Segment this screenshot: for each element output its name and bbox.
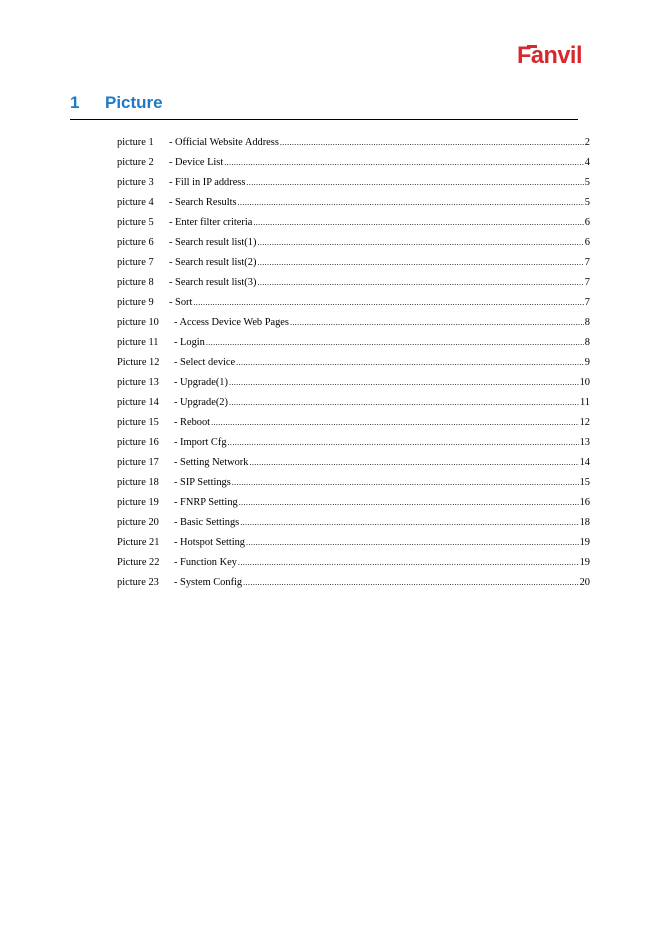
toc-entry-label: picture 18 <box>117 477 159 488</box>
toc-entry[interactable] <box>117 133 590 153</box>
toc-leader-dots <box>280 133 584 153</box>
toc-entry-title: - Device List <box>169 157 224 168</box>
fanvil-logo: Fanvil <box>517 42 583 69</box>
toc-leader-dots <box>232 473 579 493</box>
toc-entry-label: picture 7 <box>117 257 154 268</box>
toc-entry[interactable] <box>117 453 590 473</box>
toc-entry-label: picture 23 <box>117 577 159 588</box>
toc-entry-title: - Search result list(3) <box>169 277 257 288</box>
toc-entry-label: picture 13 <box>117 377 159 388</box>
toc-entry-page: 14 <box>579 457 590 468</box>
toc-entry-label: picture 1 <box>117 137 154 148</box>
toc-entry-label: picture 16 <box>117 437 159 448</box>
toc-leader-dots <box>211 413 579 433</box>
toc-entry-page: 6 <box>584 217 590 228</box>
toc-entry-page: 19 <box>579 537 590 548</box>
toc-entry-label: picture 5 <box>117 217 154 228</box>
toc-entry-page: 9 <box>584 357 590 368</box>
toc-entry-label: picture 9 <box>117 297 154 308</box>
toc-entry-label: picture 17 <box>117 457 159 468</box>
toc-leader-dots <box>238 193 584 213</box>
toc-entry-page: 11 <box>579 397 590 408</box>
toc-entry[interactable] <box>117 213 590 233</box>
toc-entry-label: picture 3 <box>117 177 154 188</box>
toc-entry[interactable] <box>117 333 590 353</box>
toc-entry-page: 18 <box>579 517 590 528</box>
toc-entry-title: - Search Results <box>169 197 237 208</box>
toc-leader-dots <box>253 213 583 233</box>
toc-entry-title: - System Config <box>174 577 243 588</box>
toc-leader-dots <box>236 353 584 373</box>
toc-leader-dots <box>228 433 579 453</box>
section-number: 1 <box>70 93 80 112</box>
toc-leader-dots <box>257 253 583 273</box>
toc-entry-title: - Upgrade(2) <box>174 397 228 408</box>
toc-leader-dots <box>290 313 584 333</box>
toc-leader-dots <box>239 493 579 513</box>
toc-entry[interactable] <box>117 173 590 193</box>
toc-entry[interactable] <box>117 553 590 573</box>
toc-entry[interactable] <box>117 473 590 493</box>
toc-entry-page: 7 <box>584 297 590 308</box>
toc-entry[interactable] <box>117 573 590 593</box>
toc-entry-title: - Fill in IP address <box>169 177 246 188</box>
toc-entry-page: 8 <box>584 337 590 348</box>
toc-entry[interactable] <box>117 353 590 373</box>
toc-entry-title: - Login <box>174 337 205 348</box>
section-heading <box>70 91 578 120</box>
toc-entry-page: 15 <box>579 477 590 488</box>
toc-entry-label: picture 19 <box>117 497 159 508</box>
toc-leader-dots <box>238 553 579 573</box>
toc-entry-title: - Select device <box>174 357 236 368</box>
toc-entry[interactable] <box>117 233 590 253</box>
toc-entry-label: Picture 12 <box>117 357 160 368</box>
toc-leader-dots <box>229 373 579 393</box>
toc-entry-page: 6 <box>584 237 590 248</box>
table-of-figures <box>117 133 590 593</box>
toc-leader-dots <box>257 273 583 293</box>
toc-entry-title: - FNRP Setting <box>174 497 238 508</box>
toc-entry-title: - Setting Network <box>174 457 249 468</box>
toc-entry[interactable] <box>117 393 590 413</box>
toc-entry-title: - Reboot <box>174 417 211 428</box>
toc-entry-label: picture 20 <box>117 517 159 528</box>
toc-leader-dots <box>249 453 578 473</box>
toc-entry-page: 16 <box>579 497 590 508</box>
section-title: Picture <box>105 93 163 112</box>
toc-entry-label: picture 2 <box>117 157 154 168</box>
toc-entry-title: - Function Key <box>174 557 237 568</box>
toc-entry-label: picture 14 <box>117 397 159 408</box>
toc-entry-title: - Basic Settings <box>174 517 240 528</box>
toc-leader-dots <box>240 513 578 533</box>
toc-entry-label: Picture 22 <box>117 557 160 568</box>
toc-entry[interactable] <box>117 373 590 393</box>
toc-entry-title: - Hotspot Setting <box>174 537 246 548</box>
toc-entry-page: 12 <box>579 417 590 428</box>
toc-entry-page: 7 <box>584 257 590 268</box>
toc-entry-title: - Official Website Address <box>169 137 279 148</box>
toc-entry-label: picture 4 <box>117 197 154 208</box>
toc-entry-label: Picture 21 <box>117 537 160 548</box>
toc-entry-page: 8 <box>584 317 590 328</box>
toc-entry-page: 20 <box>579 577 590 588</box>
toc-entry[interactable] <box>117 253 590 273</box>
toc-entry[interactable] <box>117 513 590 533</box>
toc-entry-title: - SIP Settings <box>174 477 231 488</box>
toc-entry-title: - Import Cfg <box>174 437 227 448</box>
toc-entry[interactable] <box>117 433 590 453</box>
toc-entry[interactable] <box>117 413 590 433</box>
toc-leader-dots <box>206 333 584 353</box>
toc-entry[interactable] <box>117 313 590 333</box>
toc-leader-dots <box>224 153 584 173</box>
toc-entry-title: - Upgrade(1) <box>174 377 228 388</box>
toc-entry[interactable] <box>117 153 590 173</box>
toc-entry-label: picture 11 <box>117 337 159 348</box>
toc-entry[interactable] <box>117 493 590 513</box>
toc-entry[interactable] <box>117 533 590 553</box>
toc-entry-title: - Access Device Web Pages <box>174 317 289 328</box>
toc-entry-page: 4 <box>584 157 590 168</box>
toc-entry-title: - Enter filter criteria <box>169 217 253 228</box>
toc-entry-title: - Search result list(1) <box>169 237 257 248</box>
toc-leader-dots <box>257 233 583 253</box>
toc-leader-dots <box>193 293 583 313</box>
toc-entry-page: 2 <box>584 137 590 148</box>
toc-entry-label: picture 10 <box>117 317 159 328</box>
toc-entry-label: picture 15 <box>117 417 159 428</box>
toc-entry[interactable] <box>117 293 590 313</box>
toc-entry-label: picture 6 <box>117 237 154 248</box>
toc-entry-title: - Search result list(2) <box>169 257 257 268</box>
toc-leader-dots <box>229 393 579 413</box>
toc-entry[interactable] <box>117 273 590 293</box>
toc-entry-page: 5 <box>584 177 590 188</box>
toc-entry[interactable] <box>117 193 590 213</box>
toc-entry-page: 10 <box>579 377 590 388</box>
toc-entry-page: 7 <box>584 277 590 288</box>
toc-leader-dots <box>246 533 579 553</box>
toc-entry-title: - Sort <box>169 297 193 308</box>
toc-entry-page: 5 <box>584 197 590 208</box>
toc-leader-dots <box>243 573 578 593</box>
toc-leader-dots <box>246 173 583 193</box>
toc-entry-page: 13 <box>579 437 590 448</box>
toc-entry-page: 19 <box>579 557 590 568</box>
toc-entry-label: picture 8 <box>117 277 154 288</box>
